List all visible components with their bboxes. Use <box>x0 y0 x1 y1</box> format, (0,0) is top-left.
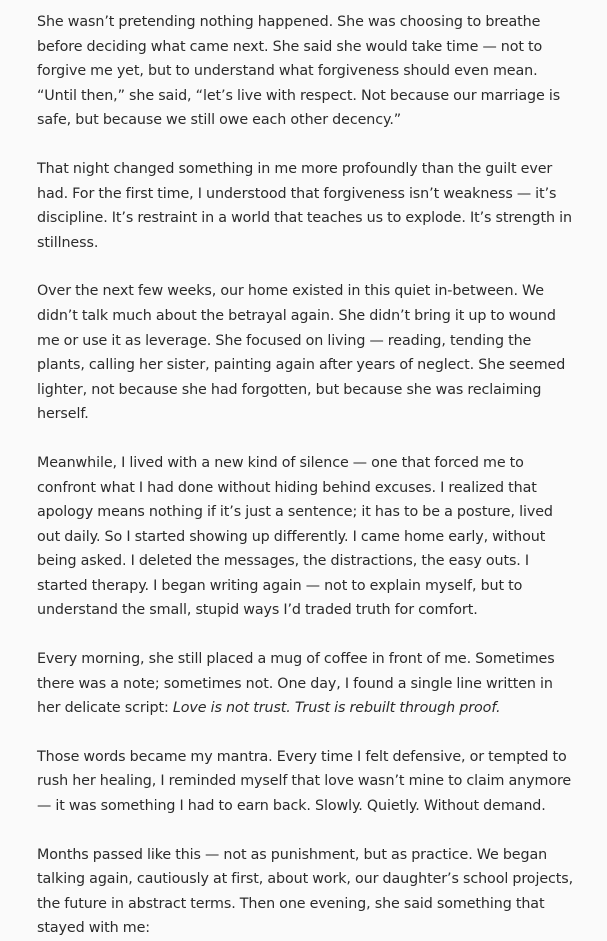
paragraph-5 <box>37 647 577 721</box>
paragraph-1: She wasn’t pretending nothing happened. She was choosing to breathe before deciding what came next. She said she would take time — not to forgive me yet, but to understand what forgiveness should even mean. “Until then,” she said, “let’s live with respect. Not because our marriage is safe, but because we still owe each other decency.” <box>37 14 561 129</box>
paragraph-4: Meanwhile, I lived with a new kind of silence — one that forced me to confront what I had done without hiding behind excuses. I realized that apology means nothing if it’s just a sentence; it has to be a posture, lived out daily. So I started showing up differently. I came home early, without being asked. I deleted the messages, the distractions, the easy outs. I started therapy. I began writing again — not to explain myself, but to understand the small, stupid ways I’d traded truth for comfort. <box>37 454 553 619</box>
paragraph-5-text: Every morning, she still placed a mug of coffee in front of me. Sometimes there was a note; sometimes not. One day, I found a single line written in her delicate script: <box>37 651 555 717</box>
paragraph-6: Those words became my mantra. Every time I felt defensive, or tempted to rush her healing, I reminded myself that love wasn’t mine to claim anymore — it was something I had to earn back. Slowly. Quietly. Without demand. <box>37 748 572 815</box>
paragraph-7: Months passed like this — not as punishment, but as practice. We began talking again, cautiously at first, about work, our daughter’s school projects, the future in abstract terms. Then one evening, she said something that stayed with me: <box>37 846 574 937</box>
paragraph-2: That night changed something in me more profoundly than the guilt ever had. For the first time, I understood that forgiveness isn’t weakness — it’s discipline. It’s restraint in a world that teaches us to explode. It’s strength in stillness. <box>37 160 572 251</box>
italic-quote: Love is not trust. Trust is rebuilt through proof. <box>172 700 501 717</box>
paragraph-3: Over the next few weeks, our home existed in this quiet in-between. We didn’t talk much about the betrayal again. She didn’t bring it up to wound me or use it as leverage. She focused on living — reading, tending the plants, calling her sister, painting again after years of neglect. She seemed lighter, not because she had forgotten, but because she was reclaiming herself. <box>37 283 566 423</box>
